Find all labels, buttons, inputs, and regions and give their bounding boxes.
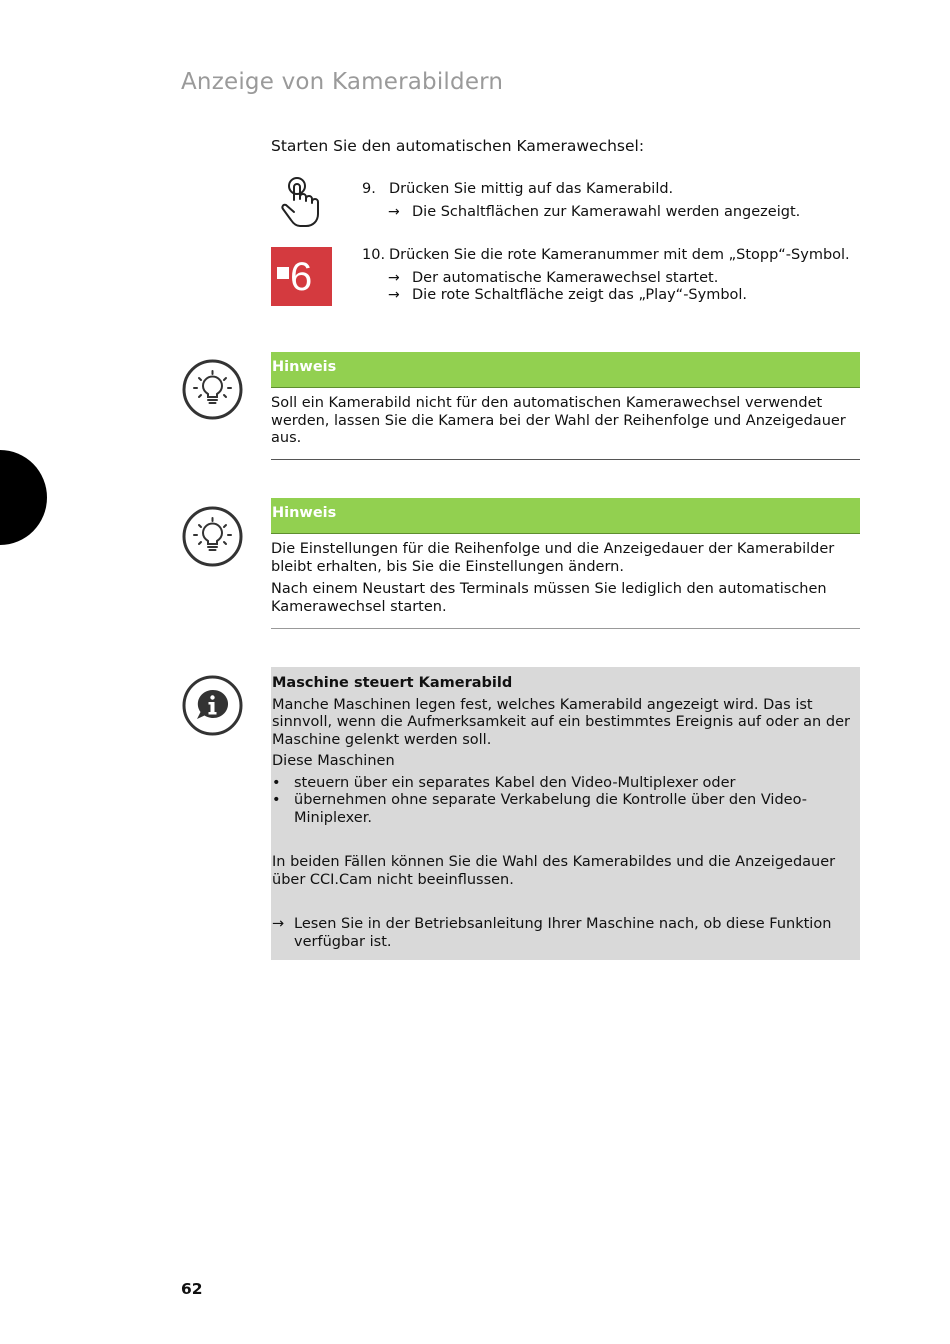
step-number: 9. [362,181,376,197]
bullet-symbol: • [272,774,281,791]
note-text: Soll ein Kamerabild nicht für den automatischen Kamerawechsel verwendet werden, lassen Sie die Kamera bei der Wahl der Reihenfolge und Anzeigedauer aus. [271,395,846,446]
step-result: → Die Schaltflächen zur Kamerawahl werden angezeigt. [388,204,801,220]
note-divider [271,459,860,460]
step-number: 10. [362,247,386,263]
note-header [271,498,860,534]
chapter-tab-marker [0,450,47,545]
info-box [271,667,860,960]
camera-number: 6 [290,255,313,299]
note-text: Die Einstellungen für die Reihenfolge und die Anzeigedauer der Kamerabilder bleibt erhalten, bis Sie die Einstellungen ändern. [271,541,835,575]
info-title: Maschine steuert Kamerabild [272,675,513,691]
section-intro: Starten Sie den automatischen Kamerawechsel: [271,137,645,155]
bullet-item: • übernehmen ohne separate Verkabelung die Kontrolle über den Video-Miniplexer. [272,792,807,826]
note-header [271,352,860,388]
note-text: Nach einem Neustart des Terminals müssen Sie lediglich den automatischen Kamerawechsel starten. [271,581,827,615]
lightbulb-icon [182,506,243,567]
result-arrow: → [388,204,400,220]
info-paragraph: In beiden Fällen können Sie die Wahl des Kamerabildes und die Anzeigedauer über CCI.Cam nicht beeinflussen. [272,854,836,888]
info-action: → Lesen Sie in der Betriebsanleitung Ihrer Maschine nach, ob diese Funktion verfügbar ist. [272,916,832,950]
result-arrow: → [388,270,400,286]
chapter-title: Anzeige von Kamerabildern [181,69,504,95]
page-number: 62 [181,1280,203,1298]
step-9 [362,181,862,199]
hand-tap-icon [278,176,326,228]
note-heading: Hinweis [272,359,337,375]
note-divider [271,628,860,629]
info-icon [182,675,243,736]
note-heading: Hinweis [272,505,337,521]
stop-square-icon [277,267,289,279]
info-paragraph: Manche Maschinen legen fest, welches Kamerabild angezeigt wird. Das ist sinnvoll, wenn die Aufmerksamkeit auf ein bestimmtes Ereignis auf oder an der Maschine gelenkt werden soll. [272,696,850,748]
bullet-symbol: • [272,792,281,808]
step-10 [362,247,862,265]
step-result: → Der automatische Kamerawechsel startet. [388,270,719,286]
step-result: → Die rote Schaltfläche zeigt das „Play“-Symbol. [388,287,748,303]
result-arrow: → [388,287,400,303]
step-text: Drücken Sie die rote Kameranummer mit dem „Stopp“-Symbol. [389,247,850,263]
step-text: Drücken Sie mittig auf das Kamerabild. [389,181,674,197]
camera-stop-icon [271,247,332,306]
bullet-item: • steuern über ein separates Kabel den Video-Multiplexer oder [272,774,736,791]
result-arrow: → [272,916,285,932]
info-paragraph: Diese Maschinen [272,753,395,769]
lightbulb-icon [182,359,243,420]
